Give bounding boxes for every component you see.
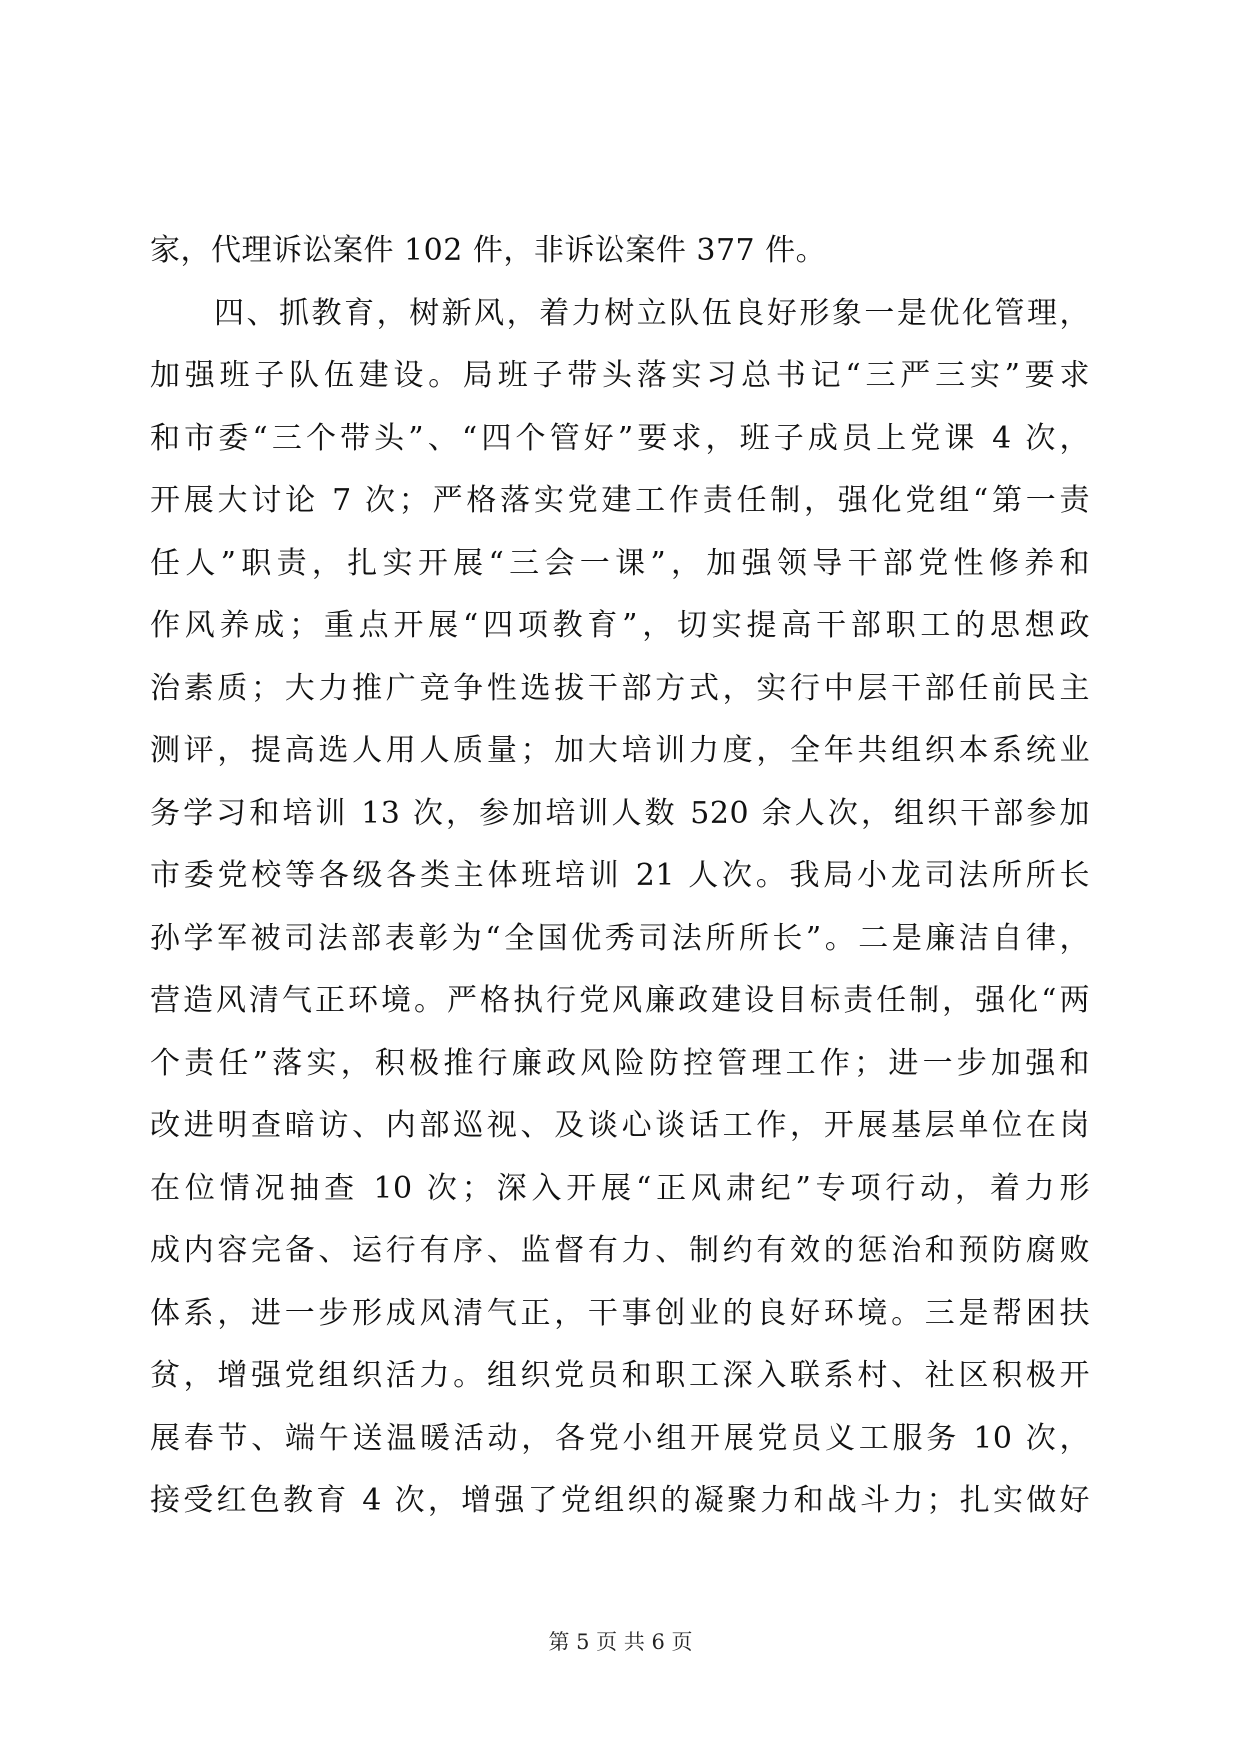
text-line: 个责任”落实，积极推行廉政风险防控管理工作；进一步加强和 [150,1045,1090,1081]
text-line: 治素质；大力推广竞争性选拔干部方式，实行中层干部任前民主 [150,670,1090,706]
text-line: 开展大讨论 7 次；严格落实党建工作责任制，强化党组“第一责 [150,483,1090,518]
text-line: 市委党校等各级各类主体班培训 21 人次。我局小龙司法所所长 [150,858,1090,893]
text-line: 孙学军被司法部表彰为“全国优秀司法所所长”。二是廉洁自律， [150,920,1090,956]
text-line: 测评，提高选人用人质量；加大培训力度，全年共组织本系统业 [150,733,1090,768]
text-line: 成内容完备、运行有序、监督有力、制约有效的惩治和预防腐败 [150,1233,1090,1268]
text-line: 贫，增强党组织活力。组织党员和职工深入联系村、社区积极开 [150,1358,1090,1393]
page-number-footer: 第 5 页 共 6 页 [548,1630,693,1654]
text-line: 和市委“三个带头”、“四个管好”要求，班子成员上党课 4 次， [150,420,1090,456]
text-line: 加强班子队伍建设。局班子带头落实习总书记“三严三实”要求 [150,358,1090,393]
text-line: 作风养成；重点开展“四项教育”，切实提高干部职工的思想政 [150,608,1090,643]
text-line: 体系，进一步形成风清气正，干事创业的良好环境。三是帮困扶 [150,1295,1090,1331]
text-line: 任人”职责，扎实开展“三会一课”，加强领导干部党性修养和 [150,545,1090,581]
document-body [150,220,1090,1533]
text-line: 在位情况抽查 10 次；深入开展“正风肃纪”专项行动，着力形 [150,1170,1090,1206]
text-line: 接受红色教育 4 次，增强了党组织的凝聚力和战斗力；扎实做好 [150,1483,1090,1518]
text-line: 展春节、端午送温暖活动，各党小组开展党员义工服务 10 次， [150,1420,1090,1456]
text-line: 改进明查暗访、内部巡视、及谈心谈话工作，开展基层单位在岗 [150,1108,1090,1143]
text-line: 营造风清气正环境。严格执行党风廉政建设目标责任制，强化“两 [150,983,1090,1018]
paragraph-start-line: 四、抓教育，树新风，着力树立队伍良好形象一是优化管理， [214,295,1090,331]
text-line: 务学习和培训 13 次，参加培训人数 520 余人次，组织干部参加 [150,795,1090,831]
text-line: 家，代理诉讼案件 102 件，非诉讼案件 377 件。 [150,233,827,268]
